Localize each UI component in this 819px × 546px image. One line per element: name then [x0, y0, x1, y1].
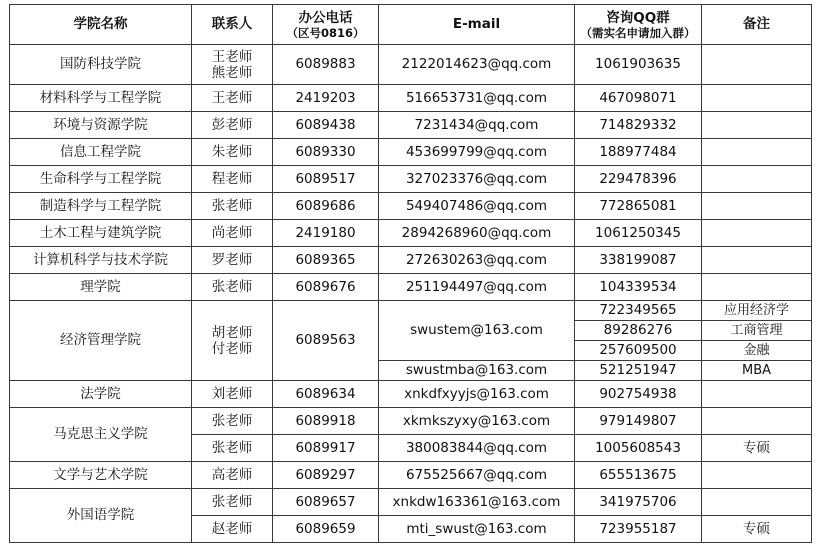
phone-cell: 6089634: [273, 381, 379, 408]
email-cell: 2894268960@qq.com: [379, 220, 575, 247]
contact-cell: 程老师: [192, 166, 273, 193]
qq-cell: 229478396: [575, 166, 702, 193]
college-cell: 国防科技学院: [10, 45, 192, 85]
contact-cell: 罗老师: [192, 247, 273, 274]
note-cell: [702, 381, 812, 408]
contact-cell: 赵老师: [192, 516, 273, 543]
table-row: [10, 139, 812, 166]
table-row: [10, 112, 812, 139]
qq-cell: 1005608543: [575, 435, 702, 462]
table-row: [10, 220, 812, 247]
email-cell: swustem@163.com: [379, 301, 575, 361]
phone-cell: 6089517: [273, 166, 379, 193]
phone-cell: 6089918: [273, 408, 379, 435]
college-cell: 马克思主义学院: [10, 408, 192, 462]
contact-cell: 刘老师: [192, 381, 273, 408]
note-cell: [702, 408, 812, 435]
contact-cell: [192, 45, 273, 85]
header-college: 学院名称: [10, 5, 192, 45]
email-cell: xkmkszyxy@163.com: [379, 408, 575, 435]
phone-cell: 6089657: [273, 489, 379, 516]
contact-name: 付老师: [211, 340, 253, 357]
email-cell: 549407486@qq.com: [379, 193, 575, 220]
contact-name: 熊老师: [211, 64, 253, 81]
table-row: [10, 166, 812, 193]
phone-cell: 2419203: [273, 85, 379, 112]
email-cell: 251194497@qq.com: [379, 274, 575, 301]
qq-cell: 655513675: [575, 462, 702, 489]
contact-cell: 张老师: [192, 489, 273, 516]
note-cell: [702, 462, 812, 489]
contact-name: 胡老师: [211, 324, 253, 341]
table-row: [10, 462, 812, 489]
note-cell: [702, 489, 812, 516]
note-cell: [702, 112, 812, 139]
contact-cell: 高老师: [192, 462, 273, 489]
contact-table: [9, 4, 812, 543]
header-contact: 联系人: [192, 5, 273, 45]
college-cell: 理学院: [10, 274, 192, 301]
note-cell: [702, 193, 812, 220]
email-cell: mti_swust@163.com: [379, 516, 575, 543]
table-row: [10, 193, 812, 220]
college-cell: 经济管理学院: [10, 301, 192, 381]
contact-cell: 张老师: [192, 435, 273, 462]
qq-cell: 714829332: [575, 112, 702, 139]
note-cell: [702, 274, 812, 301]
note-cell: [702, 166, 812, 193]
email-cell: 272630263@qq.com: [379, 247, 575, 274]
phone-cell: 6089297: [273, 462, 379, 489]
header-qq: [575, 5, 702, 45]
email-cell: 675525667@qq.com: [379, 462, 575, 489]
qq-cell: 1061903635: [575, 45, 702, 85]
qq-cell: 1061250345: [575, 220, 702, 247]
qq-cell: 722349565: [575, 301, 702, 321]
note-cell: [702, 247, 812, 274]
college-cell: 土木工程与建筑学院: [10, 220, 192, 247]
contact-cell: 王老师: [192, 85, 273, 112]
table-row: [10, 247, 812, 274]
email-cell: 2122014623@qq.com: [379, 45, 575, 85]
note-cell: [702, 85, 812, 112]
note-cell: 应用经济学: [702, 301, 812, 321]
qq-cell: 979149807: [575, 408, 702, 435]
table-row: [10, 381, 812, 408]
phone-cell: 6089438: [273, 112, 379, 139]
header-row: [10, 5, 812, 45]
college-cell: 信息工程学院: [10, 139, 192, 166]
college-cell: 外国语学院: [10, 489, 192, 543]
contact-cell: 张老师: [192, 274, 273, 301]
phone-cell: 6089563: [273, 301, 379, 381]
phone-cell: 6089917: [273, 435, 379, 462]
note-cell: [702, 220, 812, 247]
phone-cell: 6089330: [273, 139, 379, 166]
header-phone-sub: （区号0816）: [286, 25, 365, 40]
email-cell: 453699799@qq.com: [379, 139, 575, 166]
qq-cell: 772865081: [575, 193, 702, 220]
note-cell: 工商管理: [702, 321, 812, 341]
college-cell: 制造科学与工程学院: [10, 193, 192, 220]
table-row: [10, 274, 812, 301]
contact-cell: 张老师: [192, 193, 273, 220]
email-cell: 516653731@qq.com: [379, 85, 575, 112]
header-phone-label: 办公电话: [298, 9, 353, 26]
college-cell: 计算机科学与技术学院: [10, 247, 192, 274]
note-cell: [702, 45, 812, 85]
qq-cell: 723955187: [575, 516, 702, 543]
table-row: [10, 408, 812, 435]
contact-name: 王老师: [211, 48, 253, 65]
college-cell: 文学与艺术学院: [10, 462, 192, 489]
qq-cell: 338199087: [575, 247, 702, 274]
contact-cell: 张老师: [192, 408, 273, 435]
phone-cell: 6089676: [273, 274, 379, 301]
note-cell: [702, 139, 812, 166]
qq-cell: 521251947: [575, 361, 702, 381]
contact-cell: 彭老师: [192, 112, 273, 139]
phone-cell: 2419180: [273, 220, 379, 247]
email-cell: 7231434@qq.com: [379, 112, 575, 139]
table-row: [10, 489, 812, 516]
table-row: [10, 45, 812, 85]
note-cell: MBA: [702, 361, 812, 381]
email-cell: swustmba@163.com: [379, 361, 575, 381]
qq-cell: 341975706: [575, 489, 702, 516]
college-cell: 环境与资源学院: [10, 112, 192, 139]
note-cell: 金融: [702, 341, 812, 361]
email-cell: 380083844@qq.com: [379, 435, 575, 462]
qq-cell: 188977484: [575, 139, 702, 166]
contact-cell: [192, 301, 273, 381]
note-cell: 专硕: [702, 435, 812, 462]
table-row: [10, 85, 812, 112]
note-cell: 专硕: [702, 516, 812, 543]
header-note: 备注: [702, 5, 812, 45]
phone-cell: 6089883: [273, 45, 379, 85]
qq-cell: 104339534: [575, 274, 702, 301]
qq-cell: 902754938: [575, 381, 702, 408]
qq-cell: 257609500: [575, 341, 702, 361]
contact-cell: 尚老师: [192, 220, 273, 247]
college-cell: 材料科学与工程学院: [10, 85, 192, 112]
college-cell: 法学院: [10, 381, 192, 408]
college-cell: 生命科学与工程学院: [10, 166, 192, 193]
email-cell: 327023376@qq.com: [379, 166, 575, 193]
qq-cell: 467098071: [575, 85, 702, 112]
phone-cell: 6089659: [273, 516, 379, 543]
table-row: [10, 301, 812, 321]
header-phone: [273, 5, 379, 45]
email-cell: xnkdw163361@163.com: [379, 489, 575, 516]
header-email: E-mail: [379, 5, 575, 45]
phone-cell: 6089686: [273, 193, 379, 220]
contact-cell: 朱老师: [192, 139, 273, 166]
phone-cell: 6089365: [273, 247, 379, 274]
header-qq-label: 咨询QQ群: [606, 9, 670, 26]
header-qq-sub: （需实名申请加入群）: [580, 25, 696, 40]
qq-cell: 89286276: [575, 321, 702, 341]
email-cell: xnkdfxyyjs@163.com: [379, 381, 575, 408]
